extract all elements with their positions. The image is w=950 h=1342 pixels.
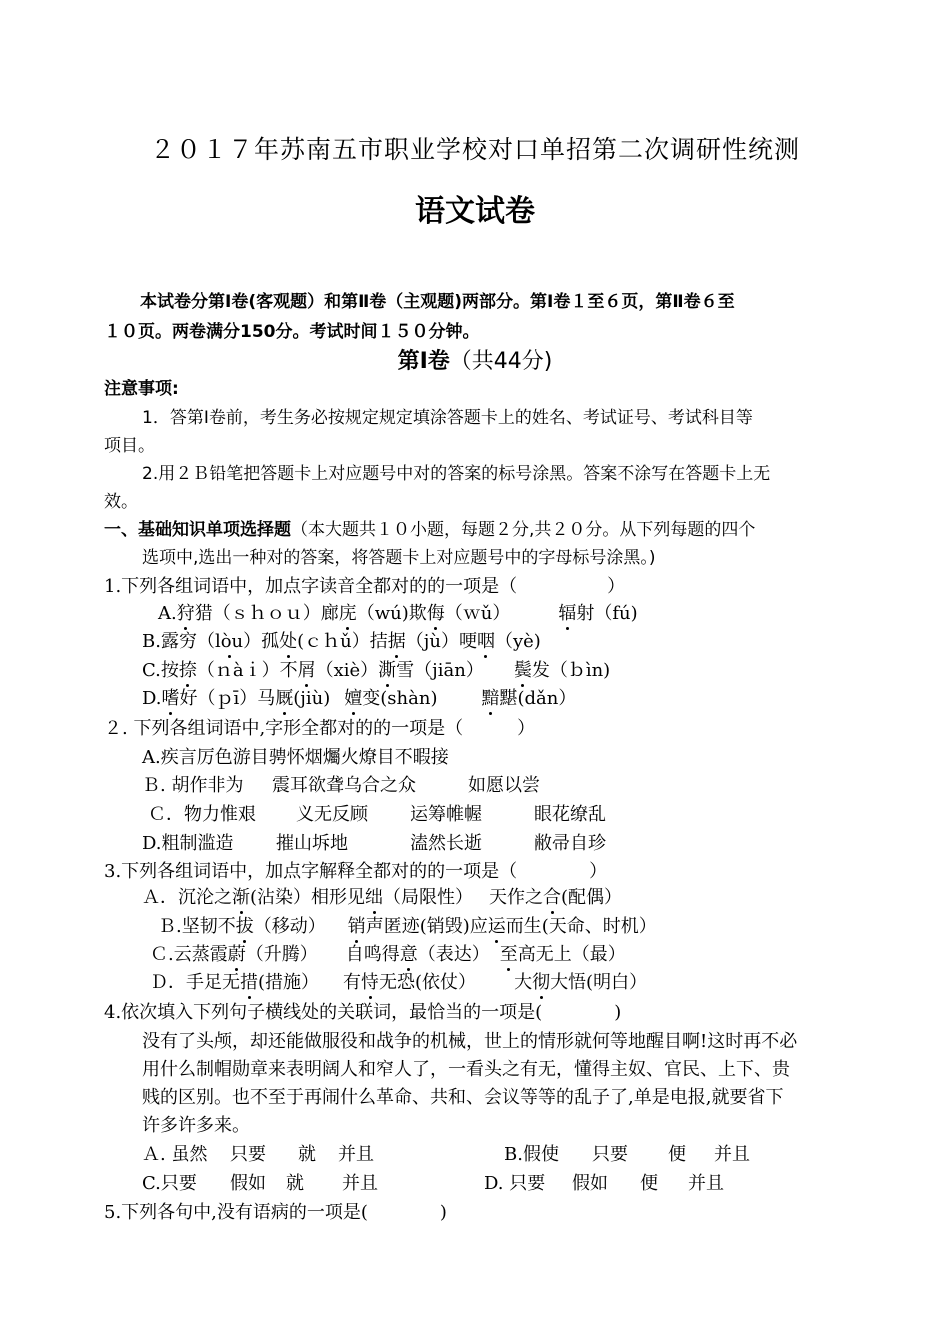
question-1-option-c: C.按捺（ｎàｉ）不屑（xiè）澌雪（jiān） 鬓发（ｂìn)	[142, 660, 611, 681]
notice-label: 注意事项:	[104, 379, 179, 399]
exam-subject-title: 语文试卷	[415, 194, 535, 229]
question-3-option-a: Ａ．沉沦之渐(沾染）相形见绌（局限性） 天作之合(配偶）	[142, 887, 623, 908]
section-one-desc-cont: 选项中,选出一种对的答案，将答题卡上对应题号中的字母标号涂黑。)	[142, 548, 656, 568]
part-one-heading	[0, 344, 950, 375]
question-1-option-d: D.嗜好（ｐī）马厩(jiù) 嬗变(shàn) 黯黮(dǎn）	[142, 688, 577, 709]
question-1-option-a: A.狩猎（ｓｈｏｕ）廊庑（wú)欺侮（ｗǔ） 辐射（fú)	[158, 603, 638, 624]
question-4-stem: 4.依次填入下列句子横线处的关联词，最恰当的一项是( )	[104, 1002, 622, 1023]
question-3-option-b: Ｂ.坚韧不拔（移动） 销声匿迹(销毁)应运而生(天命、时机）	[158, 916, 657, 937]
notice-item-1: 1．答第Ⅰ卷前，考生务必按规定规定填涂答题卡上的姓名、考试证号、考试科目等	[142, 408, 753, 428]
question-3-option-d: Ｄ．手足无措(措施） 有恃无恐(依仗） 大彻大悟(明白）	[150, 972, 648, 993]
question-3-stem: 3.下列各组词语中，加点字解释全都对的的一项是（ ）	[104, 861, 608, 882]
part-one-label: 第Ⅰ卷	[397, 349, 450, 374]
part-one-score: （共44分)	[449, 349, 553, 374]
question-2-option-a: A.疾言厉色游目骋怀烟爥火燎目不暇接	[142, 747, 449, 768]
notice-item-2-cont: 效。	[104, 492, 138, 512]
question-1-option-b: B.露穷（lòu）孤处(ｃｈǔ）拮据（jù）哽咽（yè)	[142, 631, 541, 652]
question-4-passage-2: 用什么制帽勋章来表明阔人和窄人了，一看头之有无，懂得主奴、官民、上下、贵	[142, 1059, 790, 1080]
question-4-passage-1: 没有了头颅，却还能做服役和战争的机械，世上的情形就何等地醒目啊!这时再不必	[142, 1031, 798, 1052]
intro-line-1: 本试卷分第Ⅰ卷(客观题）和第Ⅱ卷（主观题)两部分。第Ⅰ卷１至６页，第Ⅱ卷６至	[140, 292, 735, 312]
question-2-stem: ２. 下列各组词语中,字形全都对的的一项是（ ）	[104, 718, 536, 739]
section-one-title: 一、基础知识单项选择题	[104, 520, 291, 540]
section-one-heading	[104, 518, 755, 542]
question-3-option-c: Ｃ.云蒸霞蔚（升腾） 自鸣得意（表达） 至高无上（最）	[150, 944, 626, 965]
question-4-passage-4: 许多许多来。	[142, 1115, 250, 1136]
notice-item-1-cont: 项目。	[104, 436, 155, 456]
question-4-passage-3: 贱的区别。也不至于再闹什么革命、共和、会议等等的乱子了,单是电报,就要省下	[142, 1087, 784, 1108]
intro-line-2: １０页。两卷满分150分。考试时间１５０分钟。	[104, 322, 480, 342]
question-1-stem: 1.下列各组词语中，加点字读音全都对的的一项是（ ）	[104, 576, 626, 597]
section-one-desc: （本大题共１０小题，每题２分,共２０分。从下列每题的四个	[291, 520, 756, 540]
question-5-stem: 5.下列各句中,没有语病的一项是( )	[104, 1202, 447, 1223]
exam-header-title: ２０１７年苏南五市职业学校对口单招第二次调研性统测	[149, 135, 800, 164]
notice-item-2: 2.用２Ｂ铅笔把答题卡上对应题号中对的答案的标号涂黑。答案不涂写在答题卡上无	[142, 464, 771, 484]
